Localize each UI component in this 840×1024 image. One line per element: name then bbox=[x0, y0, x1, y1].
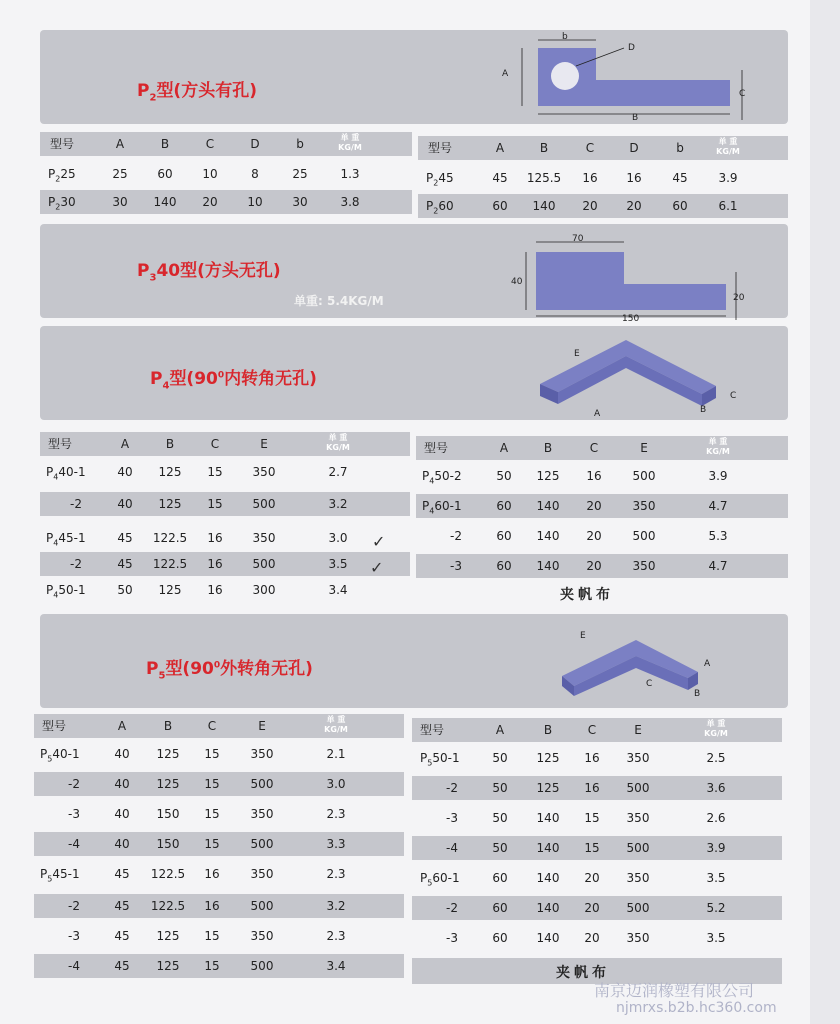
value-a: 40 bbox=[114, 747, 130, 761]
model-code: $P_450-1$ bbox=[46, 583, 86, 600]
p4-title: $P_4$型($90^0$内转角无孔) bbox=[150, 369, 317, 392]
table-row bbox=[412, 926, 782, 950]
header-c: C bbox=[205, 137, 215, 151]
value-d: 10 bbox=[247, 195, 263, 209]
value-c: 20 bbox=[586, 529, 602, 543]
value-a: 50 bbox=[492, 751, 508, 765]
header-e: E bbox=[258, 719, 266, 733]
value-b: 140 bbox=[536, 841, 560, 855]
value-e: 500 bbox=[250, 959, 274, 973]
p4-right-table bbox=[416, 436, 788, 586]
value-weight: 3.9 bbox=[718, 171, 738, 185]
value-e: 500 bbox=[250, 837, 274, 851]
value-e: 350 bbox=[626, 871, 650, 885]
value-b: 60 bbox=[157, 167, 173, 181]
p5-right-table bbox=[412, 718, 782, 958]
value-e: 350 bbox=[252, 531, 276, 545]
header-unit-weight: 单 重 KG/M bbox=[326, 433, 350, 452]
p3-unit-weight: 单重: 5.4KG/M bbox=[294, 294, 384, 308]
value-weight: 3.5 bbox=[706, 931, 726, 945]
value-weight: 3.0 bbox=[326, 777, 346, 791]
value-e: 500 bbox=[252, 557, 276, 571]
value-c: 20 bbox=[584, 901, 600, 915]
value-weight: 3.3 bbox=[326, 837, 346, 851]
model-code: $P_245$ bbox=[426, 171, 454, 188]
value-a: 60 bbox=[496, 529, 512, 543]
p2-title: $P_2$型(方头有孔) bbox=[137, 81, 257, 104]
value-e: 350 bbox=[626, 751, 650, 765]
value-e: 500 bbox=[252, 497, 276, 511]
model-code: $P_460-1$ bbox=[422, 499, 462, 516]
value-c: 16 bbox=[204, 867, 220, 881]
model-code: $P_550-1$ bbox=[420, 751, 460, 768]
value-a: 50 bbox=[492, 841, 508, 855]
p5-dim-b: B bbox=[694, 689, 701, 699]
checkmark-2: ✓ bbox=[370, 558, 384, 577]
table-header bbox=[40, 432, 410, 456]
table-row bbox=[40, 578, 410, 602]
value-b: 122.5 bbox=[150, 867, 186, 881]
value-a: 45 bbox=[492, 171, 508, 185]
p5-corner-diagram bbox=[548, 616, 748, 708]
value-weight: 2.6 bbox=[706, 811, 726, 825]
p3-dim-40: 40 bbox=[511, 277, 523, 287]
value-b: 125 bbox=[536, 469, 560, 483]
value-c: 15 bbox=[207, 497, 223, 511]
value-c: 20 bbox=[586, 499, 602, 513]
value-a: 60 bbox=[492, 901, 508, 915]
table-row bbox=[416, 524, 788, 548]
model-code: -2 bbox=[446, 901, 458, 915]
header-c: C bbox=[585, 141, 595, 155]
table-row bbox=[412, 866, 782, 890]
value-e: 350 bbox=[250, 747, 274, 761]
value-d: 8 bbox=[251, 167, 259, 181]
value-a: 40 bbox=[117, 497, 133, 511]
header-e: E bbox=[634, 723, 642, 737]
value-c: 20 bbox=[584, 931, 600, 945]
table-row bbox=[412, 836, 782, 860]
model-code: -2 bbox=[70, 557, 82, 571]
value-d: 16 bbox=[626, 171, 642, 185]
value-b: 125 bbox=[536, 751, 560, 765]
value-e: 500 bbox=[250, 777, 274, 791]
table-row bbox=[416, 554, 788, 578]
header-model: 型号 bbox=[48, 437, 73, 451]
value-e: 350 bbox=[626, 811, 650, 825]
value-c: 15 bbox=[207, 465, 223, 479]
model-code: -2 bbox=[450, 529, 462, 543]
table-row bbox=[34, 954, 404, 978]
header-b: B bbox=[539, 141, 549, 155]
value-e: 500 bbox=[626, 841, 650, 855]
table-row bbox=[34, 862, 404, 886]
value-b-small: 30 bbox=[292, 195, 308, 209]
table-row bbox=[40, 162, 412, 186]
value-weight: 2.3 bbox=[326, 807, 346, 821]
table-row bbox=[40, 492, 410, 516]
p2-dim-b: b bbox=[562, 32, 568, 42]
value-b: 150 bbox=[156, 837, 180, 851]
value-a: 40 bbox=[117, 465, 133, 479]
value-weight: 3.4 bbox=[326, 959, 346, 973]
value-a: 60 bbox=[492, 931, 508, 945]
value-b-small: 45 bbox=[672, 171, 688, 185]
model-code: -2 bbox=[68, 777, 80, 791]
value-e: 350 bbox=[250, 929, 274, 943]
value-b: 122.5 bbox=[152, 557, 188, 571]
p4-corner-diagram bbox=[526, 330, 752, 422]
model-code: -4 bbox=[68, 959, 80, 973]
model-code: $P_440-1$ bbox=[46, 465, 86, 482]
model-code: $P_225$ bbox=[48, 167, 76, 184]
value-a: 60 bbox=[492, 199, 508, 213]
p5-dim-c: C bbox=[646, 679, 653, 689]
value-b: 140 bbox=[536, 901, 560, 915]
table-row bbox=[40, 552, 410, 576]
p2-dim-bigb: B bbox=[632, 113, 639, 123]
value-c: 20 bbox=[582, 199, 598, 213]
value-a: 60 bbox=[492, 871, 508, 885]
header-a: A bbox=[495, 723, 505, 737]
header-b: B bbox=[543, 723, 553, 737]
header-model: 型号 bbox=[50, 137, 75, 151]
value-d: 20 bbox=[626, 199, 642, 213]
model-code: -3 bbox=[450, 559, 462, 573]
value-b: 125 bbox=[156, 747, 180, 761]
value-a: 45 bbox=[117, 531, 133, 545]
table-row bbox=[418, 194, 788, 218]
value-weight: 1.3 bbox=[340, 167, 360, 181]
table-row bbox=[34, 894, 404, 918]
table-row bbox=[412, 806, 782, 830]
value-e: 500 bbox=[626, 901, 650, 915]
value-a: 40 bbox=[114, 837, 130, 851]
p5-dim-a: A bbox=[704, 659, 711, 669]
value-c: 20 bbox=[584, 871, 600, 885]
value-weight: 3.2 bbox=[326, 899, 346, 913]
value-weight: 2.3 bbox=[326, 867, 346, 881]
value-b-small: 25 bbox=[292, 167, 308, 181]
table-row bbox=[416, 494, 788, 518]
header-b-small: b bbox=[676, 141, 684, 155]
header-c: C bbox=[210, 437, 220, 451]
value-c: 15 bbox=[204, 807, 220, 821]
header-unit-weight: 单 重 KG/M bbox=[324, 715, 348, 734]
p2-left-table bbox=[40, 132, 412, 216]
header-unit-weight: 单 重 KG/M bbox=[716, 137, 740, 156]
header-b: B bbox=[543, 441, 553, 455]
header-e: E bbox=[640, 441, 648, 455]
value-weight: 5.2 bbox=[706, 901, 726, 915]
p5-title: $P_5$型($90^0$外转角无孔) bbox=[146, 659, 313, 682]
value-c: 10 bbox=[202, 167, 218, 181]
value-c: 16 bbox=[207, 531, 223, 545]
p2-dim-a: A bbox=[502, 69, 509, 79]
p3-dim-150: 150 bbox=[622, 314, 640, 322]
model-code: -2 bbox=[68, 899, 80, 913]
table-row bbox=[412, 746, 782, 770]
value-e: 350 bbox=[626, 931, 650, 945]
table-row bbox=[34, 742, 404, 766]
value-b: 140 bbox=[536, 559, 560, 573]
header-a: A bbox=[495, 141, 505, 155]
value-a: 30 bbox=[112, 195, 128, 209]
table-header bbox=[34, 714, 404, 738]
value-a: 45 bbox=[114, 929, 130, 943]
value-weight: 2.5 bbox=[706, 751, 726, 765]
value-a: 50 bbox=[496, 469, 512, 483]
value-weight: 3.4 bbox=[328, 583, 348, 597]
model-code: -4 bbox=[68, 837, 80, 851]
p2-right-table bbox=[418, 136, 788, 220]
value-b-small: 60 bbox=[672, 199, 688, 213]
value-c: 15 bbox=[204, 747, 220, 761]
value-c: 16 bbox=[207, 557, 223, 571]
header-model: 型号 bbox=[424, 441, 449, 455]
header-unit-weight: 单 重 KG/M bbox=[704, 719, 728, 738]
value-b: 125 bbox=[158, 583, 182, 597]
value-weight: 2.3 bbox=[326, 929, 346, 943]
value-b: 122.5 bbox=[150, 899, 186, 913]
header-e: E bbox=[260, 437, 268, 451]
p5-note: 夹帆布 bbox=[556, 965, 610, 981]
p4-dim-c: C bbox=[730, 391, 737, 401]
value-weight: 6.1 bbox=[718, 199, 738, 213]
value-weight: 2.1 bbox=[326, 747, 346, 761]
model-code: $P_540-1$ bbox=[40, 747, 80, 764]
model-code: -2 bbox=[446, 781, 458, 795]
model-code: -3 bbox=[446, 931, 458, 945]
checkmark-1: ✓ bbox=[372, 532, 386, 551]
value-b: 125.5 bbox=[526, 171, 562, 185]
table-header bbox=[416, 436, 788, 460]
company-name: 南京迈润橡塑有限公司 bbox=[594, 981, 755, 1000]
header-a: A bbox=[117, 719, 127, 733]
p2-dim-d: D bbox=[628, 43, 635, 53]
header-unit-weight: 单 重 KG/M bbox=[338, 133, 362, 152]
model-code: -3 bbox=[446, 811, 458, 825]
header-b: B bbox=[163, 719, 173, 733]
p4-left-table bbox=[40, 432, 410, 604]
value-c: 16 bbox=[582, 171, 598, 185]
value-c: 15 bbox=[584, 811, 600, 825]
table-row bbox=[416, 464, 788, 488]
value-weight: 3.0 bbox=[328, 531, 348, 545]
p3-profile-diagram bbox=[496, 226, 758, 322]
table-row bbox=[412, 776, 782, 800]
p4-dim-a: A bbox=[594, 409, 601, 419]
table-row bbox=[40, 526, 410, 550]
value-e: 350 bbox=[250, 867, 274, 881]
table-row bbox=[34, 772, 404, 796]
value-weight: 3.9 bbox=[708, 469, 728, 483]
p2-profile-diagram bbox=[496, 30, 758, 124]
table-row bbox=[34, 924, 404, 948]
header-a: A bbox=[115, 137, 125, 151]
header-c: C bbox=[207, 719, 217, 733]
value-weight: 4.7 bbox=[708, 559, 728, 573]
p4-note: 夹帆布 bbox=[560, 587, 614, 603]
value-c: 16 bbox=[586, 469, 602, 483]
value-c: 15 bbox=[204, 959, 220, 973]
company-url[interactable]: njmrxs.b2b.hc360.com bbox=[616, 1000, 777, 1016]
page-edge bbox=[810, 0, 840, 1024]
value-weight: 3.5 bbox=[706, 871, 726, 885]
value-a: 60 bbox=[496, 499, 512, 513]
value-weight: 4.7 bbox=[708, 499, 728, 513]
value-b: 140 bbox=[536, 871, 560, 885]
value-b: 140 bbox=[536, 811, 560, 825]
value-a: 60 bbox=[496, 559, 512, 573]
value-c: 16 bbox=[584, 751, 600, 765]
value-b: 140 bbox=[532, 199, 556, 213]
p5-left-table bbox=[34, 714, 404, 984]
header-b: B bbox=[165, 437, 175, 451]
p3-dim-70: 70 bbox=[572, 234, 584, 244]
header-model: 型号 bbox=[428, 141, 453, 155]
model-code: $P_260$ bbox=[426, 199, 454, 216]
header-b: B bbox=[160, 137, 170, 151]
value-weight: 3.8 bbox=[340, 195, 360, 209]
table-header bbox=[40, 132, 412, 156]
header-model: 型号 bbox=[420, 723, 445, 737]
value-b: 125 bbox=[156, 959, 180, 973]
value-weight: 3.9 bbox=[706, 841, 726, 855]
value-e: 500 bbox=[632, 469, 656, 483]
value-e: 350 bbox=[632, 559, 656, 573]
model-code: -3 bbox=[68, 929, 80, 943]
value-e: 350 bbox=[632, 499, 656, 513]
value-c: 15 bbox=[204, 777, 220, 791]
table-row bbox=[40, 460, 410, 484]
value-a: 50 bbox=[492, 811, 508, 825]
value-a: 50 bbox=[117, 583, 133, 597]
value-b: 140 bbox=[536, 499, 560, 513]
model-code: -4 bbox=[446, 841, 458, 855]
value-c: 15 bbox=[204, 929, 220, 943]
value-a: 50 bbox=[492, 781, 508, 795]
value-e: 350 bbox=[252, 465, 276, 479]
model-code: $P_560-1$ bbox=[420, 871, 460, 888]
value-b: 140 bbox=[536, 529, 560, 543]
value-e: 350 bbox=[250, 807, 274, 821]
value-b: 150 bbox=[156, 807, 180, 821]
value-c: 20 bbox=[586, 559, 602, 573]
value-c: 20 bbox=[202, 195, 218, 209]
value-e: 300 bbox=[252, 583, 276, 597]
value-b: 140 bbox=[153, 195, 177, 209]
value-a: 45 bbox=[114, 959, 130, 973]
table-row bbox=[418, 166, 788, 190]
header-a: A bbox=[499, 441, 509, 455]
value-a: 45 bbox=[117, 557, 133, 571]
header-a: A bbox=[120, 437, 130, 451]
value-b: 125 bbox=[156, 929, 180, 943]
value-a: 40 bbox=[114, 777, 130, 791]
p4-dim-b: B bbox=[700, 405, 707, 415]
value-b: 125 bbox=[536, 781, 560, 795]
value-e: 500 bbox=[632, 529, 656, 543]
value-c: 16 bbox=[204, 899, 220, 913]
p4-dim-e: E bbox=[574, 349, 580, 359]
value-b: 122.5 bbox=[152, 531, 188, 545]
p3-dim-20: 20 bbox=[733, 293, 745, 303]
value-a: 40 bbox=[114, 807, 130, 821]
model-code: $P_230$ bbox=[48, 195, 76, 212]
header-c: C bbox=[589, 441, 599, 455]
p3-title: $P_340$型(方头无孔) bbox=[137, 261, 281, 284]
value-a: 25 bbox=[112, 167, 128, 181]
table-row bbox=[34, 832, 404, 856]
header-c: C bbox=[587, 723, 597, 737]
header-d: D bbox=[629, 141, 639, 155]
value-c: 16 bbox=[584, 781, 600, 795]
table-header bbox=[418, 136, 788, 160]
value-weight: 5.3 bbox=[708, 529, 728, 543]
value-e: 500 bbox=[626, 781, 650, 795]
header-unit-weight: 单 重 KG/M bbox=[706, 437, 730, 456]
model-code: $P_545-1$ bbox=[40, 867, 80, 884]
value-a: 45 bbox=[114, 867, 130, 881]
value-b: 125 bbox=[158, 497, 182, 511]
value-weight: 3.5 bbox=[328, 557, 348, 571]
header-b-small: b bbox=[296, 137, 304, 151]
value-c: 16 bbox=[207, 583, 223, 597]
value-weight: 3.6 bbox=[706, 781, 726, 795]
model-code: $P_445-1$ bbox=[46, 531, 86, 548]
value-b: 140 bbox=[536, 931, 560, 945]
table-row bbox=[412, 896, 782, 920]
header-model: 型号 bbox=[42, 719, 67, 733]
value-weight: 2.7 bbox=[328, 465, 348, 479]
p5-dim-e: E bbox=[580, 631, 586, 641]
model-code: -2 bbox=[70, 497, 82, 511]
table-row bbox=[40, 190, 412, 214]
header-d: D bbox=[250, 137, 260, 151]
model-code: -3 bbox=[68, 807, 80, 821]
model-code: $P_450-2$ bbox=[422, 469, 462, 486]
value-c: 15 bbox=[204, 837, 220, 851]
value-b: 125 bbox=[156, 777, 180, 791]
value-c: 15 bbox=[584, 841, 600, 855]
table-row bbox=[34, 802, 404, 826]
value-e: 500 bbox=[250, 899, 274, 913]
value-a: 45 bbox=[114, 899, 130, 913]
value-b: 125 bbox=[158, 465, 182, 479]
table-header bbox=[412, 718, 782, 742]
p2-dim-c: C bbox=[739, 89, 746, 99]
value-weight: 3.2 bbox=[328, 497, 348, 511]
